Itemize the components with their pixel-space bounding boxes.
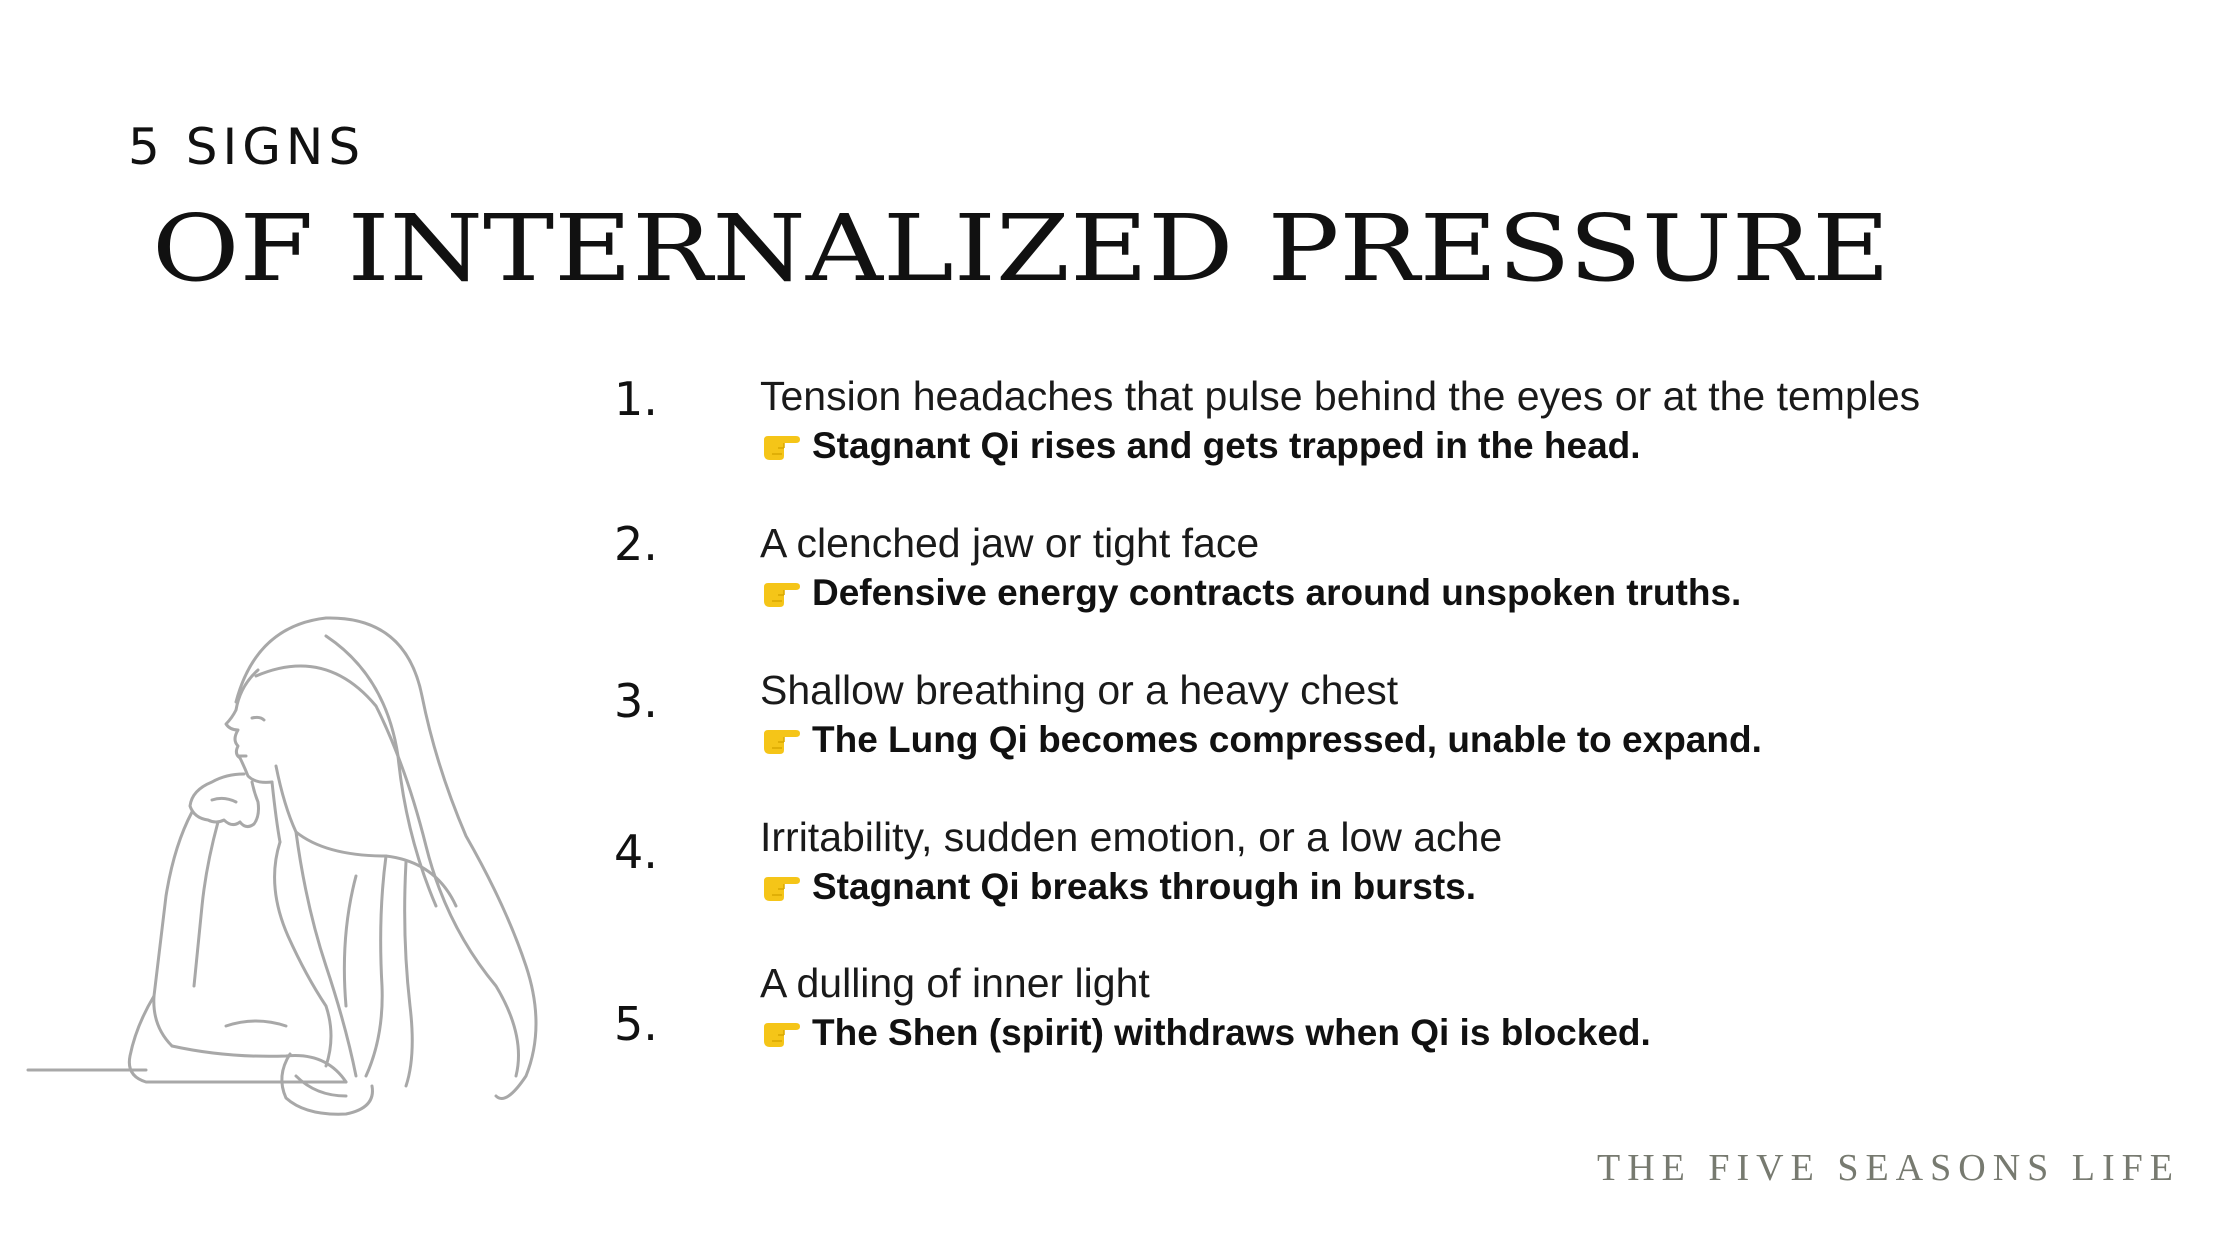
sign-note — [760, 867, 1476, 905]
sign-note-text: Defensive energy contracts around unspoken truths. — [812, 571, 1742, 613]
pointing-hand-icon — [760, 573, 804, 611]
sign-text: Irritability, sudden emotion, or a low ache — [760, 814, 1503, 860]
sign-number: 1. — [614, 372, 658, 426]
sign-note — [760, 1013, 1651, 1051]
sign-text: Shallow breathing or a heavy chest — [760, 667, 1399, 713]
pensive-woman-illustration — [26, 606, 546, 1126]
page-title: OF INTERNALIZED PRESSURE — [152, 195, 1891, 302]
brand-wordmark: THE FIVE SEASONS LIFE — [1597, 1147, 2180, 1189]
pointing-hand-icon — [760, 867, 804, 905]
sign-number: 4. — [614, 825, 658, 879]
kicker: 5 SIGNS — [128, 118, 366, 176]
sign-text: A dulling of inner light — [760, 960, 1150, 1006]
sign-note-text: Stagnant Qi rises and gets trapped in the head. — [812, 424, 1641, 466]
sign-note — [760, 426, 1641, 464]
sign-number: 3. — [614, 674, 658, 728]
sign-note-text: The Shen (spirit) withdraws when Qi is blocked. — [812, 1011, 1651, 1053]
pointing-hand-icon — [760, 426, 804, 464]
sign-number: 2. — [614, 517, 658, 571]
sign-number: 5. — [614, 997, 658, 1051]
sign-note-text: Stagnant Qi breaks through in bursts. — [812, 865, 1477, 907]
sign-note — [760, 720, 1762, 758]
pointing-hand-icon — [760, 720, 804, 758]
sign-text: A clenched jaw or tight face — [760, 520, 1260, 566]
sign-text: Tension headaches that pulse behind the eyes or at the temples — [760, 373, 1921, 419]
sign-note — [760, 573, 1741, 611]
list-item — [0, 372, 2240, 496]
pointing-hand-icon — [760, 1013, 804, 1051]
sign-note-text: The Lung Qi becomes compressed, unable to expand. — [812, 718, 1762, 760]
